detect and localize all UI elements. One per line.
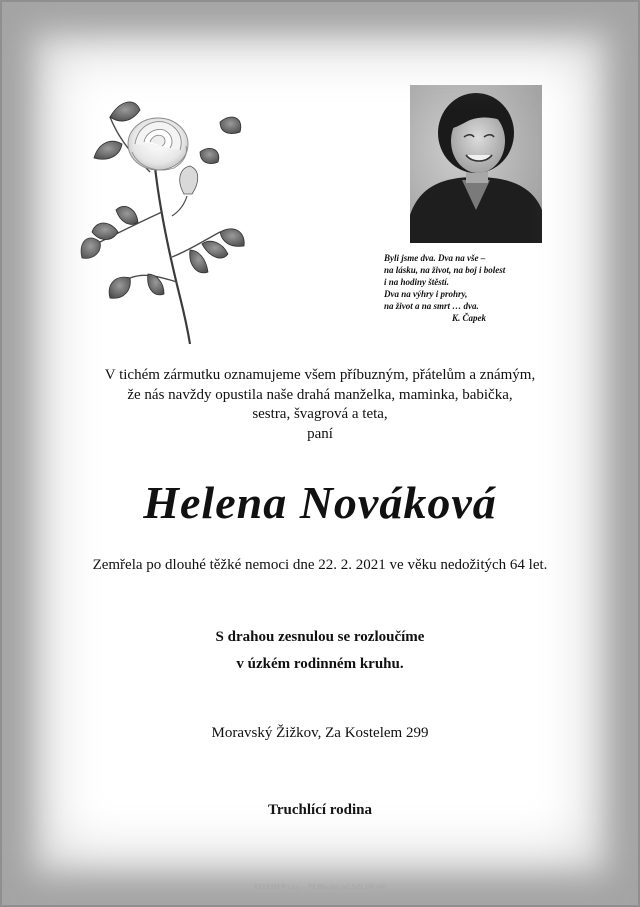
quote-author: K. Čapek xyxy=(452,313,487,323)
intro-line: sestra, švagrová a teta, xyxy=(252,406,388,422)
farewell-line: S drahou zesnulou se rozloučíme xyxy=(215,629,425,645)
quote-line: Byli jsme dva. Dva na vše – xyxy=(384,253,486,263)
death-notice: Zemřela po dlouhé těžké nemoci dne 22. 2. 2021 ve věku nedožitých 64 let. xyxy=(92,557,548,573)
farewell-line: v úzkém rodinném kruhu. xyxy=(236,656,404,672)
deceased-name: Helena Nováková xyxy=(143,477,497,528)
signature: Truchlící rodina xyxy=(267,802,373,818)
intro-line: V tichém zármutku oznamujeme všem příbuzným, přátelům a známým, xyxy=(104,367,536,383)
quote-line: na život a na smrt … dva. xyxy=(384,301,479,311)
portrait-photo xyxy=(410,85,542,243)
quote-line: i na hodiny štěstí. xyxy=(384,277,450,287)
capek-quote xyxy=(384,252,574,324)
quote-line: Dva na výhry i prohry, xyxy=(384,289,468,299)
quote-line: na lásku, na život, na boj i bolest xyxy=(384,265,506,275)
address: Moravský Žižkov, Za Kostelem 299 xyxy=(211,725,429,741)
rose-illustration xyxy=(80,82,250,352)
announcement-intro xyxy=(0,366,640,444)
printer-footer: KELEMEN s.r.o. – PS Břeclav, tel:519 326 046 xyxy=(253,883,387,891)
intro-line: že nás navždy opustila naše drahá manželka, maminka, babička, xyxy=(127,386,513,403)
intro-line: paní xyxy=(307,425,333,442)
farewell-notice xyxy=(0,624,640,678)
corner-code: 204015 xyxy=(600,893,617,899)
